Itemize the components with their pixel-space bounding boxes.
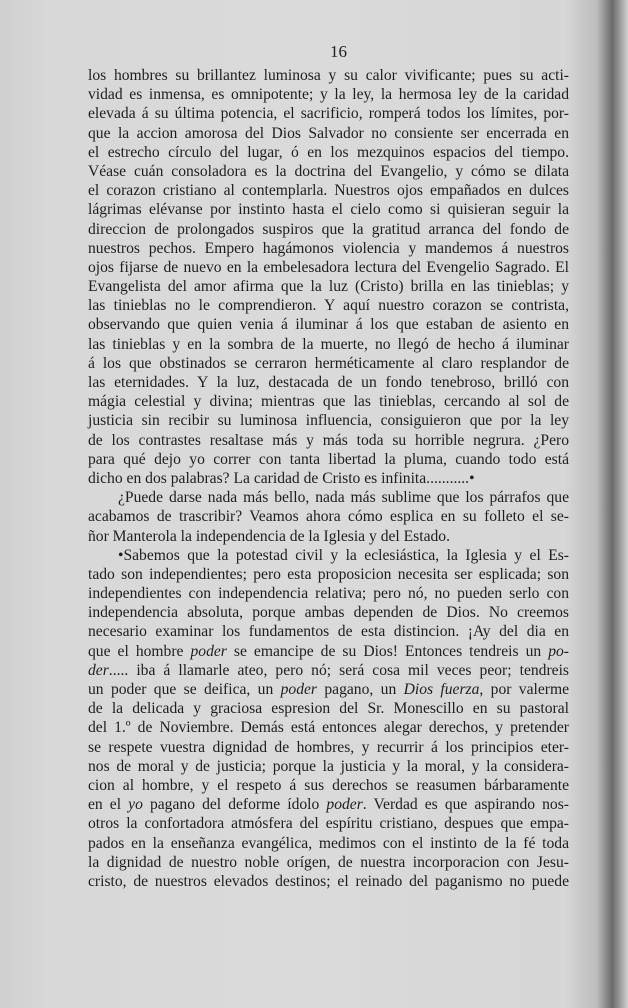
text-line bbox=[88, 584, 569, 603]
text-line bbox=[88, 450, 569, 469]
text-line bbox=[88, 124, 569, 143]
italic-text: poder bbox=[280, 681, 318, 698]
text-segment: pados en la enseñanza evangélica, medimos con el instinto de la fé toda bbox=[88, 834, 569, 852]
text-line bbox=[88, 661, 569, 680]
text-segment: los hombres su brillantez luminosa y su calor vivificante; pues su acti- bbox=[88, 67, 569, 84]
text-segment: que el hombre bbox=[88, 642, 191, 660]
text-segment: tado son independientes; pero esta proposicion necesita ser esplicada; son bbox=[88, 565, 569, 583]
text-segment: pagano del deforme ídolo bbox=[142, 796, 327, 814]
text-line bbox=[88, 469, 569, 488]
text-line bbox=[88, 162, 569, 181]
text-line bbox=[88, 853, 569, 872]
text-line bbox=[88, 546, 569, 565]
text-line bbox=[88, 776, 569, 795]
text-line bbox=[88, 220, 569, 239]
text-line bbox=[88, 680, 569, 699]
text-line bbox=[88, 718, 569, 737]
text-segment: mágia celestial y divina; mientras que las tinieblas, cercando al sol de bbox=[88, 393, 569, 411]
text-line bbox=[88, 527, 569, 546]
text-line bbox=[88, 757, 569, 776]
text-line bbox=[88, 507, 569, 526]
text-line bbox=[88, 239, 569, 258]
text-segment: independientes con independencia relativa; pero nó, no pueden serlo con bbox=[88, 585, 569, 603]
text-segment: las tinieblas y en la sombra de la muerte, no llegó de hecho á iluminar bbox=[88, 335, 569, 353]
text-segment: el estrecho círculo del lugar, ó en los mezquinos espacios del tiempo. bbox=[88, 143, 569, 161]
text-line bbox=[88, 699, 569, 718]
text-segment: en el bbox=[88, 796, 129, 814]
text-segment: del 1.º de Noviembre. Demás está entonces alegar derechos, y pretender bbox=[88, 719, 569, 737]
text-line bbox=[88, 392, 569, 411]
text-segment: ñor Manterola la independencia de la Iglesia y del Estado. bbox=[88, 527, 450, 545]
text-line bbox=[88, 373, 569, 392]
text-segment: pagano, un bbox=[317, 681, 404, 698]
text-line bbox=[88, 200, 569, 219]
text-line bbox=[88, 431, 569, 450]
text-segment: ojos fijarse de nuevo en la embelesadora lectura del Evengelio Sagrado. El bbox=[88, 258, 569, 276]
text-line bbox=[88, 814, 569, 833]
text-segment: lágrimas elévanse por instinto hasta el cielo como si quisieran seguir la bbox=[88, 201, 569, 219]
text-line bbox=[88, 315, 569, 334]
text-segment: que la accion amorosa del Dios Salvador no consiente ser encerrada en bbox=[88, 124, 569, 142]
page-number: 16 bbox=[330, 42, 347, 61]
italic-text: der bbox=[88, 661, 109, 679]
text-segment: elevada á su última potencia, el sacrificio, romperá todos los límites, por- bbox=[88, 105, 569, 123]
italic-text: yo bbox=[128, 796, 143, 814]
italic-text: Dios fuerza bbox=[403, 681, 480, 698]
text-segment: se respete vuestra dignidad de hombres, y recurrir á los principios eter- bbox=[88, 738, 569, 756]
text-line bbox=[88, 738, 569, 757]
text-segment: á los que obstinados se cerraron herméticamente al claro resplandor de bbox=[88, 354, 569, 372]
text-line bbox=[88, 258, 569, 277]
text-line bbox=[88, 354, 569, 373]
text-segment: las eternidades. Y la luz, destacada de un fondo tenebroso, brilló con bbox=[88, 374, 569, 391]
text-line bbox=[88, 143, 569, 162]
text-segment: ..... iba á llamarle ateo, pero nó; será cosa mil veces peor; tendreis bbox=[108, 661, 569, 679]
text-line bbox=[88, 622, 569, 641]
text-segment: nuestros pechos. Empero hagámonos violencia y mandemos á nuestros bbox=[88, 239, 569, 257]
text-line bbox=[88, 85, 569, 104]
text-segment: de los contrastes resaltase más y más toda su horrible negrura. ¿Pero bbox=[88, 431, 569, 449]
text-segment: . Verdad es que aspirando nos- bbox=[362, 796, 569, 814]
text-line bbox=[88, 277, 569, 296]
text-line bbox=[88, 565, 569, 584]
text-line bbox=[88, 795, 569, 814]
text-segment: Evangelista del amor afirma que la luz (Cristo) brilla en las tinieblas; y bbox=[88, 278, 569, 296]
text-line bbox=[88, 834, 569, 853]
text-segment: independencia absoluta, porque ambas dependen de Dios. No creemos bbox=[88, 604, 569, 622]
text-line bbox=[88, 181, 569, 200]
text-segment: •Sabemos que la potestad civil y la eclesiástica, la Iglesia y el Es- bbox=[118, 546, 569, 564]
text-line bbox=[88, 603, 569, 622]
text-segment: un poder que se deifica, un bbox=[88, 681, 281, 698]
text-segment: otros la confortadora atmósfera del espíritu cristiano, despues que empa- bbox=[88, 815, 569, 833]
text-segment: nos de moral y de justicia; porque la justicia y la moral, y la considera- bbox=[88, 757, 569, 775]
text-line bbox=[88, 66, 569, 85]
text-segment: cion al hombre, y el respeto á sus derechos se reasumen bárbaramente bbox=[88, 776, 569, 794]
text-segment: la dignidad de nuestro noble orígen, de nuestra incorporacion con Jesu- bbox=[88, 853, 569, 871]
text-segment: vidad es inmensa, es omnipotente; y la ley, la hermosa ley de la caridad bbox=[88, 86, 569, 104]
text-line bbox=[88, 872, 569, 891]
text-segment: las tinieblas no le comprendieron. Y aquí nuestro corazon se contrista, bbox=[88, 297, 569, 315]
body-text bbox=[88, 66, 569, 891]
italic-text: po- bbox=[548, 642, 569, 660]
text-segment: para qué dejo yo correr con tanta libertad la pluma, cuando todo está bbox=[88, 450, 569, 468]
text-segment: necesario examinar los fundamentos de esta distincion. ¡Ay del dia en bbox=[88, 623, 569, 641]
text-segment: dicho en dos palabras? La caridad de Cristo es infinita...........• bbox=[88, 469, 475, 487]
italic-text: poder bbox=[326, 796, 363, 814]
text-segment: observando que quien venia á iluminar á los que estaban de asiento en bbox=[88, 316, 569, 334]
text-segment: de la delicada y graciosa espresion del Sr. Monescillo en su pastoral bbox=[88, 700, 569, 718]
text-segment: el corazon cristiano al contemplarla. Nuestros ojos empañados en dulces bbox=[88, 182, 569, 200]
italic-text: poder bbox=[190, 642, 227, 660]
text-segment: acabamos de trascribir? Veamos ahora cómo esplica en su folleto el se- bbox=[88, 508, 569, 526]
text-segment: ¿Puede darse nada más bello, nada más sublime que los párrafos que bbox=[118, 489, 569, 507]
text-line bbox=[88, 642, 569, 661]
text-line bbox=[88, 335, 569, 354]
text-segment: Véase cuán consoladora es la doctrina del Evangelio, y cómo se dilata bbox=[88, 162, 569, 180]
text-line bbox=[88, 104, 569, 123]
text-segment: direccion de prolongados suspiros que la gratitud arranca del fondo de bbox=[88, 220, 569, 238]
text-line bbox=[88, 488, 569, 507]
text-segment: justicia sin recibir su luminosa influencia, consiguieron que por la ley bbox=[88, 412, 569, 430]
text-segment: se emancipe de su Dios! Entonces tendreis un bbox=[226, 642, 549, 660]
text-line bbox=[88, 296, 569, 315]
text-line bbox=[88, 411, 569, 430]
text-segment: cristo, de nuestros elevados destinos; el reinado del paganismo no puede bbox=[88, 872, 569, 890]
text-segment: , por valerme bbox=[479, 681, 569, 698]
